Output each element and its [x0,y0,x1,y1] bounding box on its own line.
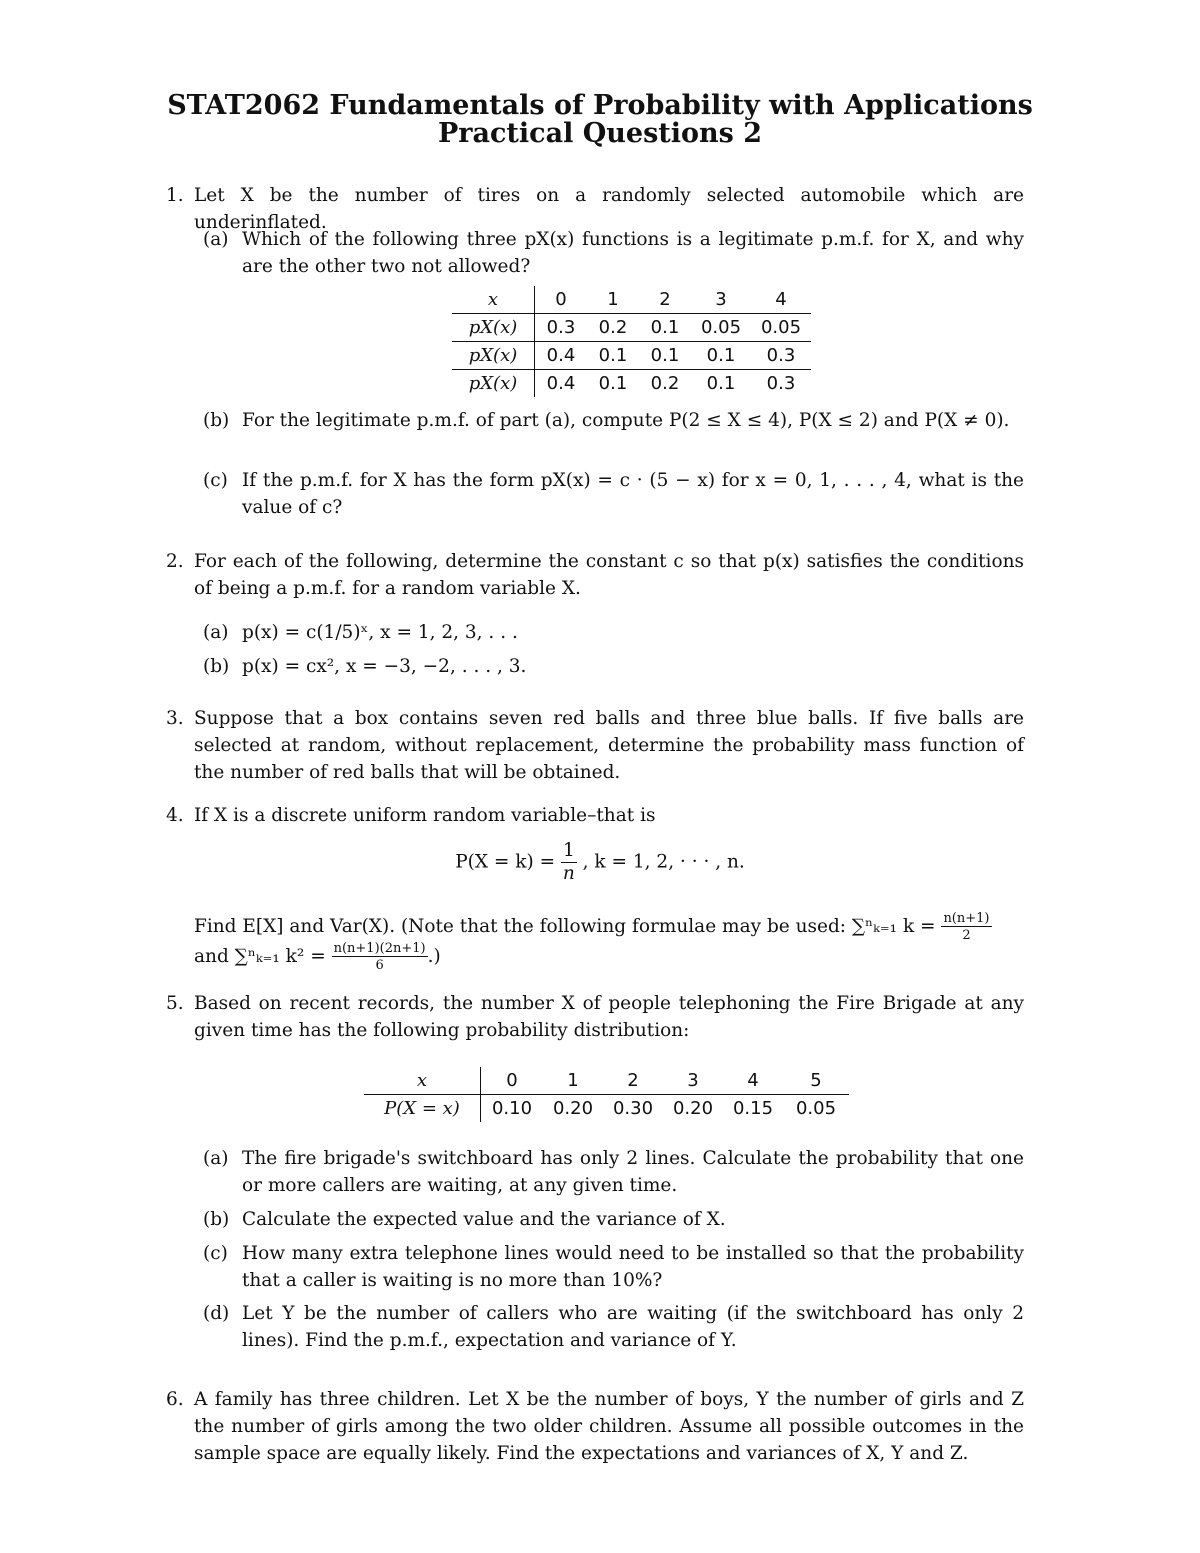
formula-denominator: n [562,862,575,884]
sum1-numerator: n(n+1) [943,911,990,926]
question-5c-text: How many extra telephone lines would need to be installed so that the probability that a caller is waiting is no more than 10%? [242,1243,1024,1291]
question-1a-text: Which of the following three pX(x) functions is a legitimate p.m.f. for X, and why are the other two not allowed? [242,229,1024,277]
sum2-denominator: 6 [375,958,384,973]
table-header-cell: 3 [663,1067,723,1095]
table-cell: 0.1 [639,342,691,370]
question-2b-label: (b) [203,656,230,677]
question-5-distribution-table [364,1067,849,1122]
formula-numerator: 1 [563,840,575,861]
document-title: STAT2062 Fundamentals of Probability with Applications [167,90,1033,121]
question-5d-label: (d) [203,1303,230,1324]
sum1-denominator: 2 [962,928,971,943]
question-5c-label: (c) [203,1243,228,1264]
formula-fraction [561,842,577,883]
question-2a-label: (a) [203,622,229,643]
question-1-pmf-table [452,286,811,397]
question-4-text: If X is a discrete uniform random variable–that is [194,805,656,826]
table-header-cell: 0 [481,1067,544,1095]
table-header-cell: 2 [603,1067,663,1095]
sum2-numerator: n(n+1)(2n+1) [333,941,426,956]
table-row [364,1095,849,1123]
table-header-label: x [364,1067,481,1095]
table-header-cell: 0 [535,286,588,314]
question-5b-label: (b) [203,1209,230,1230]
table-row-label: pX(x) [452,342,535,370]
table-header-cell: 5 [783,1067,849,1095]
table-cell: 0.4 [535,342,588,370]
table-header-cell: 4 [751,286,811,314]
find-text-part1: Find E[X] and Var(X). (Note that the following formulae may be used: ∑ⁿₖ₌₁ k = [194,916,936,937]
question-3-text: Suppose that a box contains seven red balls and three blue balls. If five balls are selected at random, without replacement, determine the probability mass function of the number of red balls that will be obtained. [194,708,1024,783]
question-2-number: 2. [166,551,184,572]
question-1c-text: If the p.m.f. for X has the form pX(x) = c · (5 − x) for x = 0, 1, . . . , 4, what is the value of c? [242,470,1024,518]
question-1-text: Let X be the number of tires on a randomly selected automobile which are underinflated. [194,185,1024,233]
table-cell: 0.05 [691,314,751,342]
question-5d-text: Let Y be the number of callers who are waiting (if the switchboard has only 2 lines). Find the p.m.f., expectation and variance of Y. [242,1303,1024,1351]
table-header-cell: 2 [639,286,691,314]
sum1-fraction [941,912,991,942]
table-header-row [364,1067,849,1095]
table-cell: 0.4 [546,373,576,394]
question-1-number: 1. [166,185,184,206]
table-header-cell: 1 [543,1067,603,1095]
question-2-text: For each of the following, determine the constant c so that p(x) satisfies the conditions of being a p.m.f. for a random variable X. [194,551,1024,599]
find-text-part2: and ∑ⁿₖ₌₁ k² = [194,946,326,967]
question-2b-text: p(x) = cx², x = −3, −2, . . . , 3. [242,656,527,677]
question-2a-text: p(x) = c(1/5)ˣ, x = 1, 2, 3, . . . [242,622,518,643]
table-cell: 0.1 [691,342,751,370]
table-cell: 0.1 [706,373,736,394]
formula-lhs: P(X = k) = [455,851,556,873]
question-1c-label: (c) [203,470,228,491]
table-cell: 0.2 [587,314,639,342]
table-header-label: x [452,286,535,314]
table-header-row [452,286,811,314]
table-cell: 0.3 [766,373,796,394]
table-cell: 0.1 [639,314,691,342]
table-row-label: pX(x) [452,370,535,398]
find-text-part3: .) [427,946,441,967]
table-cell: 0.3 [535,314,588,342]
table-row-label: P(X = x) [364,1095,481,1123]
question-1b-label: (b) [203,410,230,431]
question-4-formula [0,842,1200,883]
table-header-cell: 1 [587,286,639,314]
table-cell: 0.1 [587,342,639,370]
table-cell: 0.05 [795,1098,837,1119]
table-cell: 0.20 [672,1098,714,1119]
table-cell: 0.15 [732,1098,774,1119]
table-header-cell: 3 [691,286,751,314]
table-row [452,370,811,398]
question-6-number: 6. [166,1389,184,1410]
question-5-text: Based on recent records, the number X of people telephoning the Fire Brigade at any given time has the following probability distribution: [194,993,1024,1041]
document-subtitle: Practical Questions 2 [437,118,763,149]
table-cell: 0.05 [751,314,811,342]
question-5-number: 5. [166,993,184,1014]
table-row [452,314,811,342]
table-row [452,342,811,370]
table-cell: 0.20 [552,1098,594,1119]
sum2-fraction [332,942,428,972]
question-1a-label: (a) [203,229,229,250]
question-5b-text: Calculate the expected value and the variance of X. [242,1209,726,1230]
question-3-number: 3. [166,708,184,729]
table-cell: 0.3 [751,342,811,370]
question-5a-label: (a) [203,1148,229,1169]
question-1b-text: For the legitimate p.m.f. of part (a), compute P(2 ≤ X ≤ 4), P(X ≤ 2) and P(X ≠ 0). [242,410,1010,431]
table-cell: 0.30 [612,1098,654,1119]
table-cell: 0.1 [598,373,628,394]
table-row-label: pX(x) [452,314,535,342]
question-5a-text: The fire brigade's switchboard has only 2 lines. Calculate the probability that one or more callers are waiting, at any given time. [242,1148,1024,1196]
question-4-find-text [194,912,1024,972]
question-4-number: 4. [166,805,184,826]
question-6-text: A family has three children. Let X be the number of boys, Y the number of girls and Z the number of girls among the two older children. Assume all possible outcomes in the sample space are equally likely. Find the expectations and variances of X, Y and Z. [194,1389,1024,1464]
table-header-cell: 4 [723,1067,783,1095]
table-cell: 0.2 [650,373,680,394]
table-cell: 0.10 [491,1098,533,1119]
formula-rhs: , k = 1, 2, · · · , n. [582,851,745,873]
